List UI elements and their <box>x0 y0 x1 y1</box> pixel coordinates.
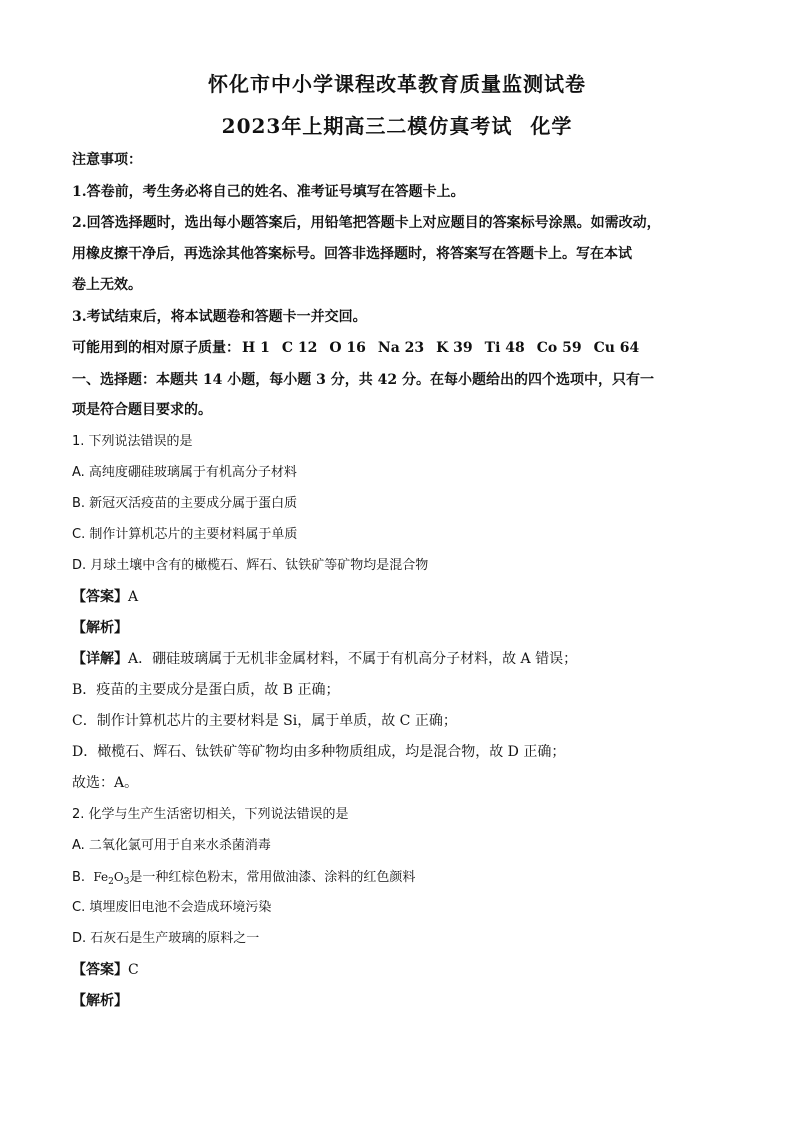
q1-detail-a-text: A．硼硅玻璃属于无机非金属材料，不属于有机高分子材料，故 A 错误； <box>128 651 578 667</box>
q2-option-b-text: 是一种红棕色粉末，常用做油漆、涂料的红色颜料 <box>129 870 416 885</box>
notice-item-1: 1.答卷前，考生务必将自己的姓名、准考证号填写在答题卡上。 <box>72 184 465 200</box>
q2-analysis-tag: 【解析】 <box>72 993 128 1009</box>
q2-formula-o: O <box>113 870 124 884</box>
q2-option-c: C. 填埋废旧电池不会造成环境污染 <box>72 900 272 915</box>
q2-option-a: A. 二氧化氯可用于自来水杀菌消毒 <box>72 838 271 853</box>
section-1-heading-line-2: 项是符合题目要求的。 <box>72 402 212 418</box>
notice-item-2-line-2: 用橡皮擦干净后，再选涂其他答案标号。回答非选择题时，将答案写在答题卡上。写在本试 <box>72 246 632 262</box>
section-1-heading-line-1: 一、选择题：本题共 14 小题，每小题 3 分，共 42 分。在每小题给出的四个选项中，只有一 <box>72 372 654 388</box>
q1-detail-a <box>72 649 724 669</box>
q1-option-a: A. 高纯度硼硅玻璃属于有机高分子材料 <box>72 465 297 480</box>
q1-option-c: C. 制作计算机芯片的主要材料属于单质 <box>72 527 298 542</box>
notice-item-2-line-3: 卷上无效。 <box>72 277 142 293</box>
q1-conclusion: 故选：A。 <box>72 775 139 791</box>
atomic-mass-na: Na 23 <box>377 340 425 356</box>
exam-subtitle-main: 2023年上期高三二模仿真考试 <box>221 114 513 138</box>
atomic-mass-cu: Cu 64 <box>593 340 640 356</box>
q2-stem: 2. 化学与生产生活密切相关，下列说法错误的是 <box>72 807 349 822</box>
q1-detail-c: C．制作计算机芯片的主要材料是 Si，属于单质，故 C 正确； <box>72 713 457 729</box>
q2-formula-sub-3: 3 <box>123 877 130 887</box>
exam-subtitle <box>0 110 794 139</box>
atomic-mass-o: O 16 <box>329 340 366 356</box>
exam-title: 怀化市中小学课程改革教育质量监测试卷 <box>208 72 586 96</box>
atomic-mass-h: H 1 <box>242 340 270 356</box>
q1-detail-d: D．橄榄石、辉石、钛铁矿等矿物均由多种物质组成，均是混合物，故 D 正确； <box>72 744 566 760</box>
atomic-mass-c: C 12 <box>281 340 318 356</box>
q2-formula-fe: Fe <box>93 870 109 884</box>
q2-answer-value: C <box>128 962 139 978</box>
q2-option-d: D. 石灰石是生产玻璃的原料之一 <box>72 931 260 946</box>
atomic-masses-label: 可能用到的相对原子质量： <box>72 340 240 356</box>
q1-detail-tag: 【详解】 <box>72 651 128 667</box>
q1-answer-value: A <box>128 589 139 605</box>
q1-option-d: D. 月球土壤中含有的橄榄石、辉石、钛铁矿等矿物均是混合物 <box>72 558 429 573</box>
notice-heading: 注意事项： <box>72 152 142 168</box>
q1-answer-tag: 【答案】 <box>72 589 128 605</box>
q2-answer <box>72 960 724 980</box>
q1-analysis-tag: 【解析】 <box>72 620 128 636</box>
q2-answer-tag: 【答案】 <box>72 962 128 978</box>
q2-option-b <box>72 867 724 892</box>
atomic-mass-k: K 39 <box>436 340 473 356</box>
q1-option-b: B. 新冠灭活疫苗的主要成分属于蛋白质 <box>72 496 298 511</box>
q2-formula-sub-2: 2 <box>108 877 114 887</box>
exam-subject: 化学 <box>530 114 573 138</box>
notice-item-2-line-1: 2.回答选择题时，选出每小题答案后，用铅笔把答题卡上对应题目的答案标号涂黑。如需改动， <box>72 215 661 231</box>
notice-item-3: 3.考试结束后，将本试题卷和答题卡一并交回。 <box>72 309 367 325</box>
q1-stem: 1. 下列说法错误的是 <box>72 434 193 449</box>
atomic-mass-co: Co 59 <box>536 340 582 356</box>
q2-option-b-label: B. <box>72 870 86 885</box>
q2-formula-fe2o3 <box>93 870 130 887</box>
q1-detail-b: B．疫苗的主要成分是蛋白质，故 B 正确； <box>72 682 340 698</box>
atomic-mass-ti: Ti 48 <box>484 340 525 356</box>
atomic-masses <box>72 338 724 358</box>
q1-answer <box>72 587 724 607</box>
